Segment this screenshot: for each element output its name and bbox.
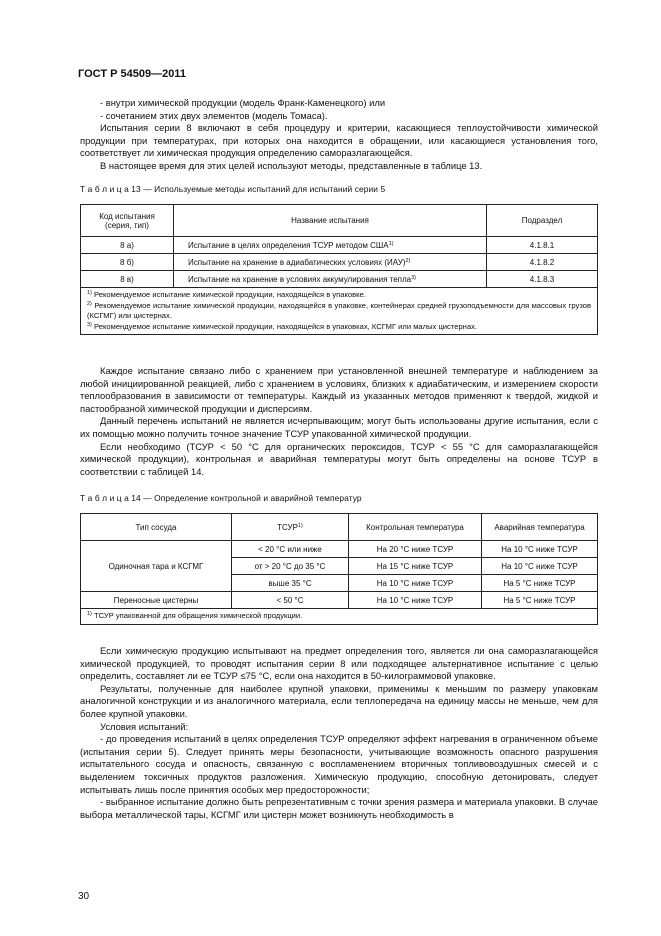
table14-caption: Т а б л и ц а 14 — Определение контрольной и аварийной температур (80, 493, 362, 503)
page-number: 30 (78, 891, 90, 902)
intro-bullet-1: - внутри химической продукции (модель Франк-Каменецкого) или (100, 97, 386, 108)
table13-header-section: Подраздел (487, 205, 598, 237)
bottom-paragraph-4: - до проведения испытаний в целях определения ТСУР определяют эффект нагревания в ограниченном объеме (испытания серии 5). Следует принять меры безопасности, учитывающие возможность опасного разрушения испытательного сосуда и опасность, связанную с воспламенением вторичных топливовоздушных смесей и с выделением токсичных продуктов разложения. Химическую продукцию, способную детонировать, следует испытывать лишь после принятия особых мер предосторожности; (80, 733, 598, 795)
table14-group-single: Одиночная тара и КСГМГ (81, 541, 232, 592)
bottom-paragraph-2: Результаты, полученные для наиболее крупной упаковки, применимы к меньшим по размеру упаковкам аналогичной конструкции и из аналогичного материала, если теплопередача на единицу массы не меньше, чем для более крупной упаковки. (80, 682, 598, 719)
document-header: ГОСТ Р 54509—2011 (78, 68, 186, 80)
table-14 (80, 513, 598, 625)
intro-bullet-2: - сочетанием этих двух элементов (модель Томаса). (100, 109, 328, 121)
table13-footnote-3: $^{3)}$ Рекомендуемое испытание химической продукции, находящейся в упаковках, КСГМГ или малых цистернах. (87, 321, 477, 331)
table14-header-vessel: Тип сосуда (81, 514, 232, 541)
table13-footnote-2: $^{2)}$ Рекомендуемое испытание химической продукции, находящейся в упаковке, контейнерах средней грузоподъемности для массовых грузов (КСГМГ) или цистернах. (87, 300, 591, 321)
table-row: Одиночная тара и КСГМГ < 20 °С или ниже На 20 °С ниже ТСУР На 10 °С ниже ТСУР (81, 541, 598, 558)
table14-header-tsur: ТСУР$^{1)}$ (232, 514, 349, 541)
table-row: Переносные цистерны < 50 °С На 10 °С ниже ТСУР На 5 °С ниже ТСУР (81, 592, 598, 609)
middle-paragraph-2: Данный перечень испытаний не является исчерпывающим; могут быть использованы другие испытания, если с их помощью можно получить точное значение ТСУР упакованной химической продукции. (80, 415, 598, 439)
middle-paragraph-3: Если необходимо (ТСУР < 50 °С для органических пероксидов, ТСУР < 55 °С для саморазлагающейся химической продукции), контрольная и аварийная температуры могут быть определены на основе ТСУР в соответствии с таблицей 14. (80, 440, 598, 477)
table13-header-name: Название испытания (174, 205, 487, 237)
table14-footnote: $^{1)}$ ТСУР упакованной для обращения химической продукции. (81, 609, 598, 625)
bottom-paragraph-3: Условия испытаний: (100, 720, 189, 732)
intro-paragraph-1: Испытания серии 8 включают в себя процедуру и критерии, касающиеся теплоустойчивости химической продукции при температурах, при которых она находится в обращении, или касающиеся установления того, соответствует ли химическая продукция определению саморазлагающейся. (80, 122, 598, 159)
table-row: 8 а) Испытание в целях определения ТСУР методом США$^{1)}$ 4.1.8.1 (81, 237, 598, 254)
table13-footnote-1: $^{1)}$ Рекомендуемое испытание химической продукции, находящейся в упаковке. (87, 290, 366, 299)
bottom-paragraph-1: Если химическую продукцию испытывают на предмет определения того, является ли она саморазлагающейся химической продукцией, то проводят испытания серии 8 или подходящее альтернативное испытание с целью определить, составляет ли ее ТСУР ≤75 °С, если она находится в 50-килограммовой упаковке. (80, 645, 598, 682)
table13-header-code: Код испытания (серия, тип) (81, 205, 174, 237)
table-row: выше 35 °С На 10 °С ниже ТСУР На 5 °С ниже ТСУР (81, 575, 598, 592)
table-13 (80, 204, 598, 335)
table13-footnotes (81, 288, 598, 335)
table14-header-emergency: Аварийная температура (482, 514, 598, 541)
table14-header-control: Контрольная температура (349, 514, 482, 541)
middle-paragraph-1: Каждое испытание связано либо с хранением при установленной внешней температуре и наблюдением за любой инициированной реакцией, либо с хранением в условиях, близких к адиабатическим, и измерением скорости теплообразования в зависимости от температуры. Каждый из указанных методов применяют к твердой, жидкой и пастообразной химической продукции и дисперсиям. (80, 365, 598, 414)
table-row: 8 б) Испытание на хранение в адиабатических условиях (ИАУ)$^{2)}$ 4.1.8.2 (81, 254, 598, 271)
table-row: от > 20 °С до 35 °С На 15 °С ниже ТСУР На 10 °С ниже ТСУР (81, 558, 598, 575)
table-row: 8 в) Испытание на хранение в условиях аккумулирования тепла$^{3)}$ 4.1.8.3 (81, 271, 598, 288)
intro-section (80, 97, 598, 173)
table13-caption: Т а б л и ц а 13 — Используемые методы испытаний для испытаний серии 5 (80, 184, 386, 194)
bottom-paragraph-5: - выбранное испытание должно быть репрезентативным с точки зрения размера и материала упаковки. В случае выбора металлической тары, КСГМГ или цистерн может возникнуть необходимость в (80, 796, 598, 820)
bottom-section (80, 645, 598, 821)
intro-paragraph-2: В настоящее время для этих целей используют методы, представленные в таблице 13. (100, 159, 483, 171)
middle-section (80, 365, 598, 478)
